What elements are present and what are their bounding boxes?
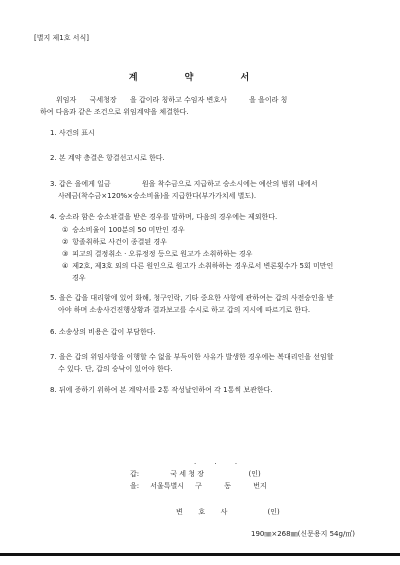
form-label: [별지 제1호 서식] [34, 34, 89, 42]
circled-marker-2: ② [62, 238, 69, 246]
clause-4-sub-2 [62, 238, 167, 247]
signature-gap-row: 갑: 국 세 청 장 (인) [130, 470, 261, 478]
circled-marker-4: ④ [62, 262, 69, 270]
clause-5-line-1: 5. 을은 갑을 대리함에 있어 화해, 청구인락, 기타 중요한 사항에 관하여는 갑의 사전승인을 받 [50, 294, 334, 302]
intro-line-2: 하여 다음과 같은 조건으로 위임계약을 체결한다. [40, 108, 189, 116]
clause-4-sub-3 [62, 250, 252, 259]
clause-4-line-1: 4. 승소라 함은 승소판결을 받은 경우를 말하며, 다음의 경우에는 제외한다. [50, 213, 278, 221]
signature-eul-row: 을: 서울특별시 구 동 번지 [130, 482, 267, 490]
clause-4-sub-4 [62, 262, 333, 271]
clause-4-sub-1-text: 승소비율이 100분의 50 미만인 경우 [72, 226, 185, 234]
clause-4-sub-4-cont: 경우 [72, 274, 86, 282]
document-title: 계 약 서 [128, 73, 272, 83]
circled-marker-1: ① [62, 226, 69, 234]
date-dots: . . . [194, 458, 246, 466]
clause-8: 8. 뒤에 증하기 위하여 본 계약서를 2통 작성날인하여 각 1통씩 보관한다. [50, 386, 273, 394]
clause-7-line-1: 7. 을은 갑의 위임사항을 이행할 수 없을 부득이한 사유가 발생한 경우에는 복대리인을 선임할 [50, 353, 334, 361]
clause-5-line-2: 아야 하며 소송사건진행상황과 결과보고를 수시로 하고 갑의 지시에 따르기로 한다. [58, 306, 311, 314]
clause-7-line-2: 수 있다. 단, 갑의 승낙이 있어야 한다. [58, 365, 173, 373]
clause-2: 2. 본 계약 층결은 항결선고시로 한다. [50, 154, 165, 162]
clause-4-sub-3-text: 피고의 결정취소 · 오류정정 등으로 원고가 소취하하는 경우 [72, 250, 253, 258]
clause-4-sub-2-text: 항졸취하로 사건이 종결된 경우 [72, 238, 167, 246]
circled-marker-3: ③ [62, 250, 69, 258]
clause-3-line-1: 3. 갑은 을에게 일금 원을 착수금으로 지급하고 승소시에는 예산의 범위 내에서 [50, 180, 318, 188]
clause-3-line-2: 사례금(착수금×120%×승소비율)을 지급한다(부가가치세 별도). [58, 192, 257, 200]
intro-line-1: 위임자 국세청장 을 갑이라 칭하고 수임자 변호사 을 을이라 칭 [56, 96, 288, 104]
clause-4-sub-1 [62, 226, 185, 235]
signature-lawyer-row: 변 호 사 (인) [176, 508, 280, 516]
paper-specification: 190㎜×268㎜(신문용지 54g/㎡) [251, 530, 356, 538]
clause-4-sub-4-text: 제2호, 제3호 외의 다른 원인으로 원고가 소취하하는 경우로서 변론횟수가 5회 미만인 [72, 262, 334, 270]
bottom-border-bar [0, 553, 400, 556]
clause-1: 1. 사건의 표시 [50, 129, 95, 137]
clause-6: 6. 소송상의 비용은 갑이 부담한다. [50, 328, 156, 336]
